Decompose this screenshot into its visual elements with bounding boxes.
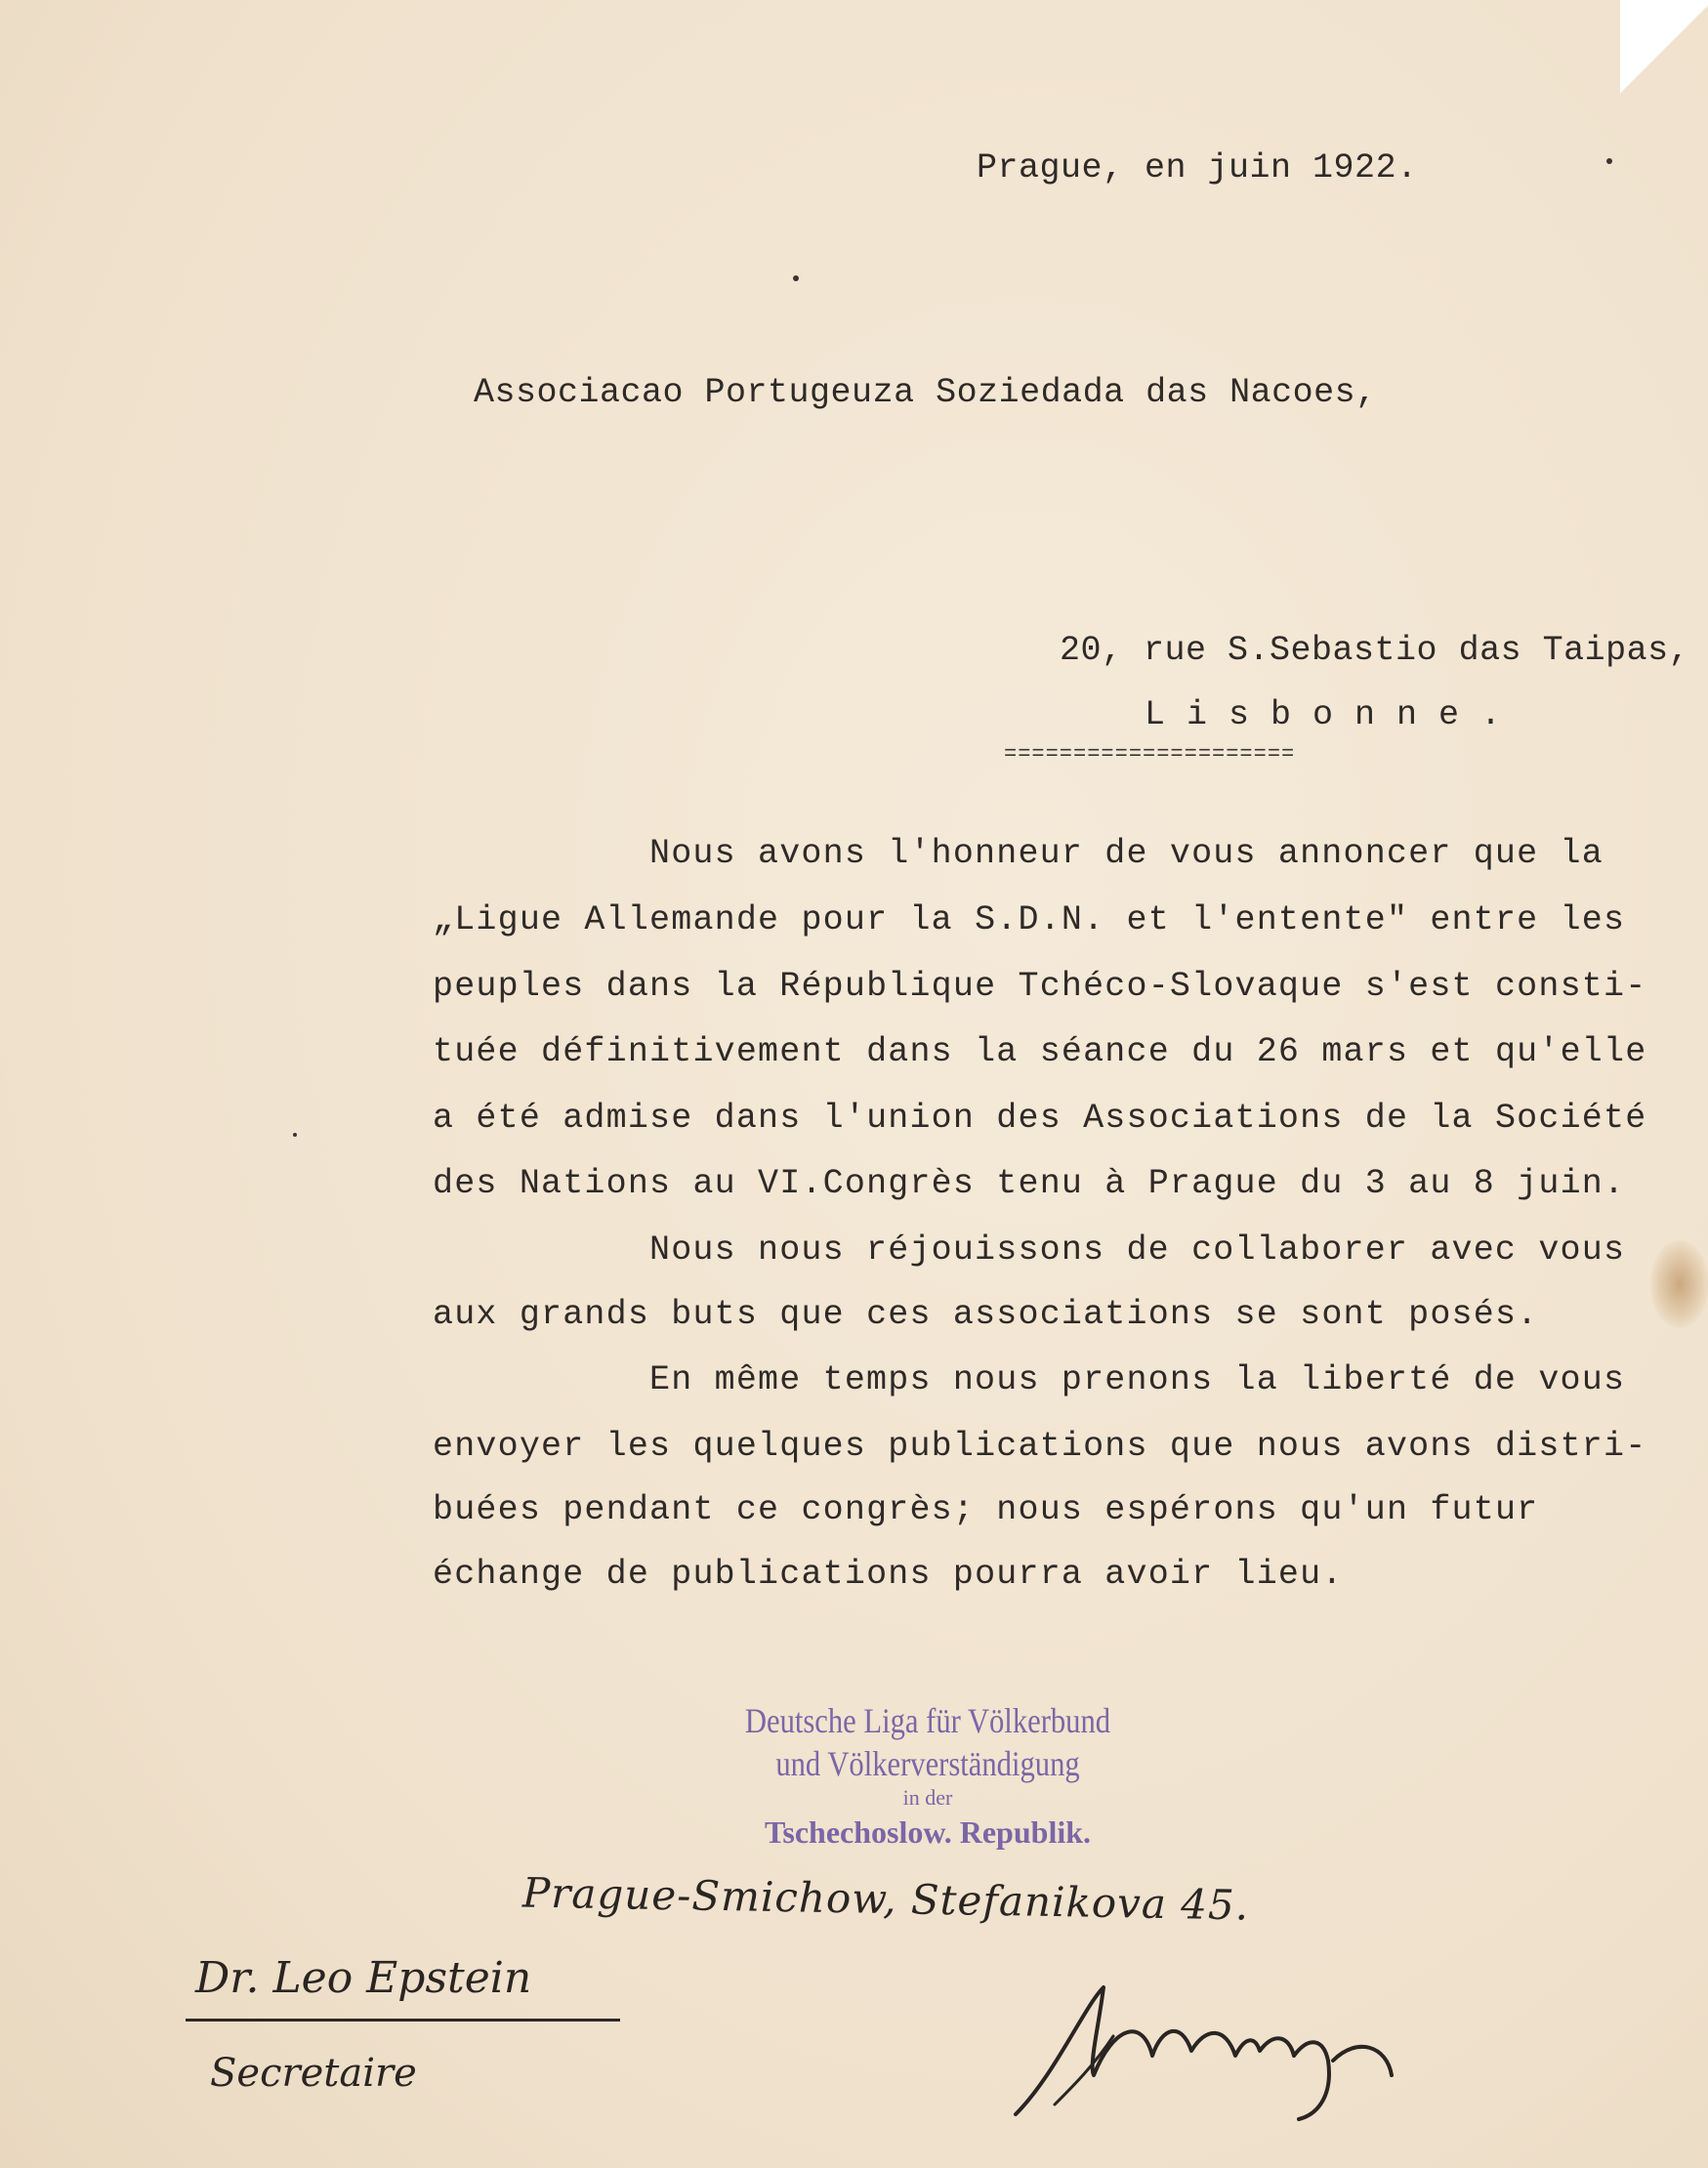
body-line: échange de publications pourra avoir lieu. [433,1555,1344,1594]
street-line: 20, rue S.Sebastio das Taipas, [1060,631,1690,670]
stamp-line: und Völkerverständigung [775,1744,1080,1783]
body-line: En même temps nous prenons la liberté de vous [649,1360,1626,1399]
body-line: buées pendant ce congrès; nous espérons qu'un futur [433,1490,1539,1529]
torn-corner [1620,0,1708,117]
body-line: aux grands buts que ces associations se sont posés. [433,1295,1539,1334]
handwritten-signer-name: Dr. Leo Epstein [195,1953,532,2003]
body-line: peuples dans la République Tchéco-Slovaque s'est consti- [433,967,1647,1006]
ink-fleck [1606,158,1612,164]
body-line: des Nations au VI.Congrès tenu à Prague du 3 au 8 juin. [433,1164,1626,1203]
paper-stain [1650,1240,1708,1328]
stamp-line: Tschechoslow. Republik. [764,1814,1092,1850]
stamp-line: in der [902,1785,953,1810]
handwritten-address: Prague-Smichow, Stefanikova 45. [521,1868,1250,1930]
body-line: a été admise dans l'union des Associations de la Société [433,1099,1647,1138]
stamp-line: Deutsche Liga für Völkerbund [744,1701,1111,1740]
organization-stamp [674,1699,1182,1854]
date-line: Prague, en juin 1922. [977,148,1418,188]
body-line: Nous nous réjouissons de collaborer avec vous [649,1230,1626,1270]
ink-fleck [793,275,799,281]
body-line: „Ligue Allemande pour la S.D.N. et l'entente" entre les [433,900,1626,939]
body-line: tuée définitivement dans la séance du 26 mars et qu'elle [433,1032,1647,1071]
separator-line: ===================== [1004,742,1296,767]
body-line: envoyer les quelques publications que nous avons distri- [433,1427,1647,1466]
ink-fleck [293,1133,297,1137]
handwritten-signer-title: Secretaire [210,2051,417,2096]
signature-underline [186,2019,620,2022]
handwritten-signature [996,1968,1416,2124]
addressee-line: Associacao Portugeuza Soziedada das Nacoes, [474,373,1377,412]
body-line: Nous avons l'honneur de vous annoncer que la [649,834,1604,873]
city-line: Lisbonne. [1145,695,1523,734]
